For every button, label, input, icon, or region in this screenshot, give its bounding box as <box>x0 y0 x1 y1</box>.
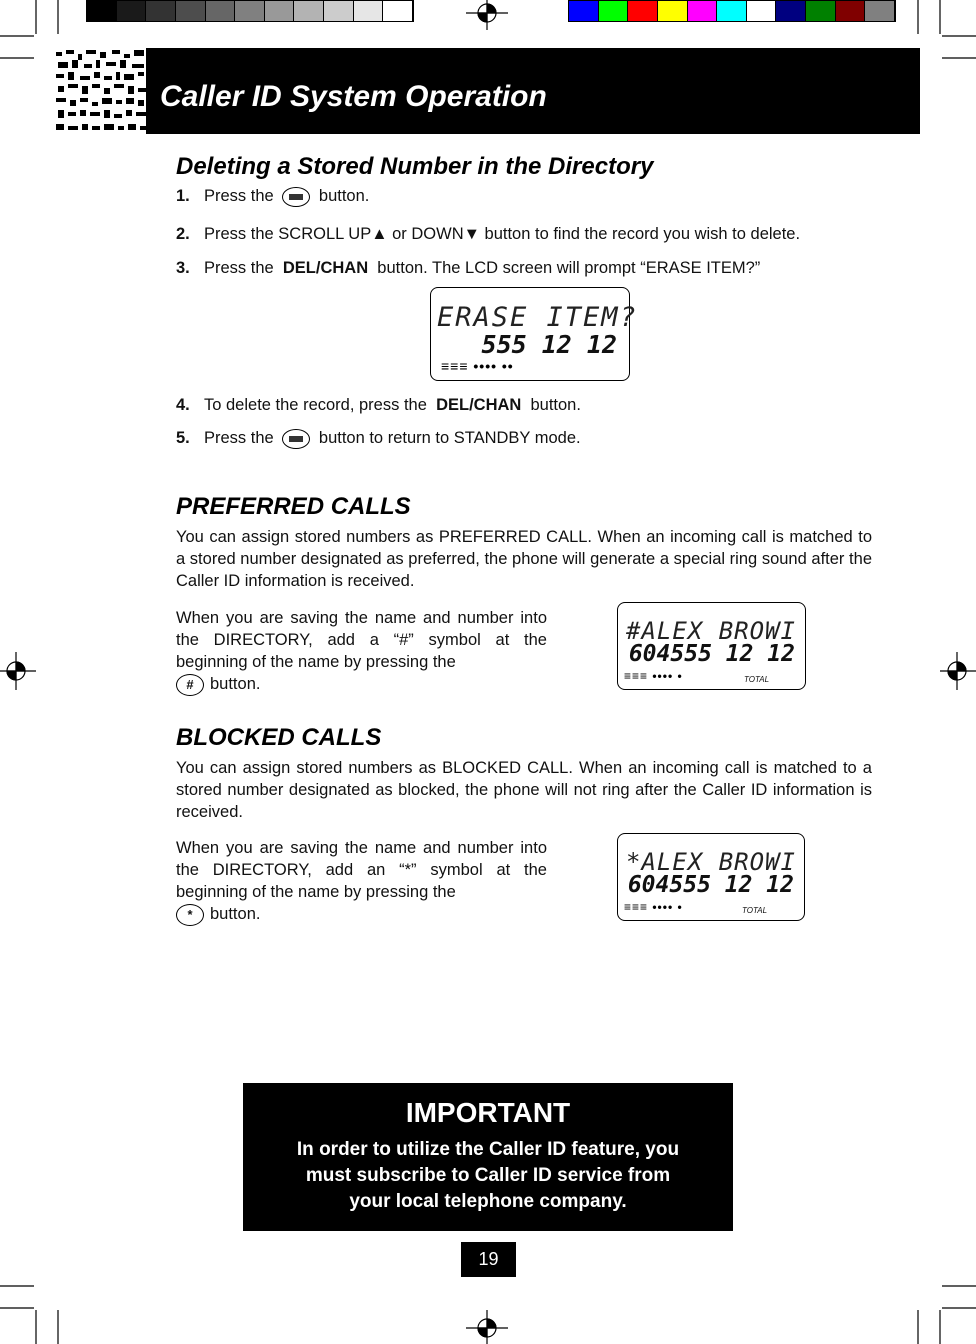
important-line: your local telephone company. <box>349 1191 627 1212</box>
step-text: button. <box>530 396 581 414</box>
lcd-erase-display <box>430 287 638 381</box>
step-number: 2. <box>176 225 190 243</box>
del-chan-key: DEL/CHAN <box>436 396 522 414</box>
lcd-line-2: 604555 12 12 <box>627 872 794 898</box>
step-number: 4. <box>176 396 190 414</box>
step-1 <box>176 186 369 207</box>
lcd-preferred-display <box>617 602 806 690</box>
preferred-heading: PREFERRED CALLS <box>176 493 411 520</box>
step-text: To delete the record, press the <box>204 396 427 414</box>
deleting-heading: Deleting a Stored Number in the Directory <box>176 153 654 180</box>
step-text: Press the SCROLL UP▲ or DOWN▼ button to find the record you wish to delete. <box>204 225 801 243</box>
step-number: 1. <box>176 187 190 205</box>
lcd-line-2: 555 12 12 <box>481 330 617 359</box>
pound-key-icon: # <box>176 674 204 696</box>
step-text: button to return to STANDBY mode. <box>318 429 581 447</box>
lcd-total-label: TOTAL <box>742 906 768 915</box>
phone-button-icon <box>282 187 310 207</box>
lcd-status-icons: ≡≡≡ •••• •• <box>441 358 514 374</box>
instruction-text: button. <box>210 675 261 693</box>
instruction-text: When you are saving the name and number into the DIRECTORY, add a “#” symbol at the beginning of the name by pressing the <box>176 609 547 671</box>
step-3 <box>176 258 760 278</box>
important-body <box>243 1137 733 1215</box>
step-number: 5. <box>176 429 190 447</box>
instruction-text: button. <box>210 905 261 923</box>
preferred-description: You can assign stored numbers as PREFERRED CALL. When an incoming call is matched to a stored number designated as preferred, the phone will generate a special ring sound after the Caller ID information is received. <box>176 528 872 590</box>
instruction-text: When you are saving the name and number into the DIRECTORY, add an “*” symbol at the beginning of the name by pressing the <box>176 839 547 901</box>
page-title: Caller ID System Operation <box>160 80 547 113</box>
important-notice <box>243 1083 733 1231</box>
del-chan-key: DEL/CHAN <box>282 259 369 277</box>
step-text: Press the <box>204 429 274 447</box>
preferred-instructions <box>176 607 547 696</box>
important-title: IMPORTANT <box>405 1097 571 1128</box>
lcd-status-icons: ≡≡≡ •••• • <box>624 900 683 914</box>
blocked-heading: BLOCKED CALLS <box>176 724 382 751</box>
lcd-line-1: #ALEX BROWI <box>626 617 796 645</box>
step-text: button. <box>318 187 370 205</box>
step-5 <box>176 428 581 449</box>
step-text: button. The LCD screen will prompt “ERASE ITEM?” <box>377 259 761 277</box>
step-4 <box>176 395 581 415</box>
lcd-line-1: *ALEX BROWI <box>626 848 796 876</box>
important-line: must subscribe to Caller ID service from <box>305 1165 671 1186</box>
phone-button-icon <box>282 429 310 449</box>
step-text: Press the <box>204 259 274 277</box>
page-number: 19 <box>461 1242 516 1277</box>
star-key-icon: * <box>176 904 204 926</box>
lcd-total-label: TOTAL <box>744 675 770 684</box>
registration-target-top <box>466 0 508 30</box>
step-text: Press the <box>204 187 274 205</box>
pattern-icon <box>54 48 148 134</box>
important-line: In order to utilize the Caller ID feature, you <box>296 1139 680 1160</box>
lcd-line-2: 604555 12 12 <box>628 641 795 667</box>
blocked-description: You can assign stored numbers as BLOCKED CALL. When an incoming call is matched to a stored number designated as blocked, the phone will not ring after the Caller ID information is received. <box>176 759 872 821</box>
blocked-instructions <box>176 837 547 926</box>
lcd-blocked-display <box>617 833 805 921</box>
step-number: 3. <box>176 259 190 277</box>
lcd-status-icons: ≡≡≡ •••• • <box>624 669 683 683</box>
step-2 <box>176 224 800 244</box>
lcd-line-1: ERASE ITEM? <box>437 302 638 333</box>
